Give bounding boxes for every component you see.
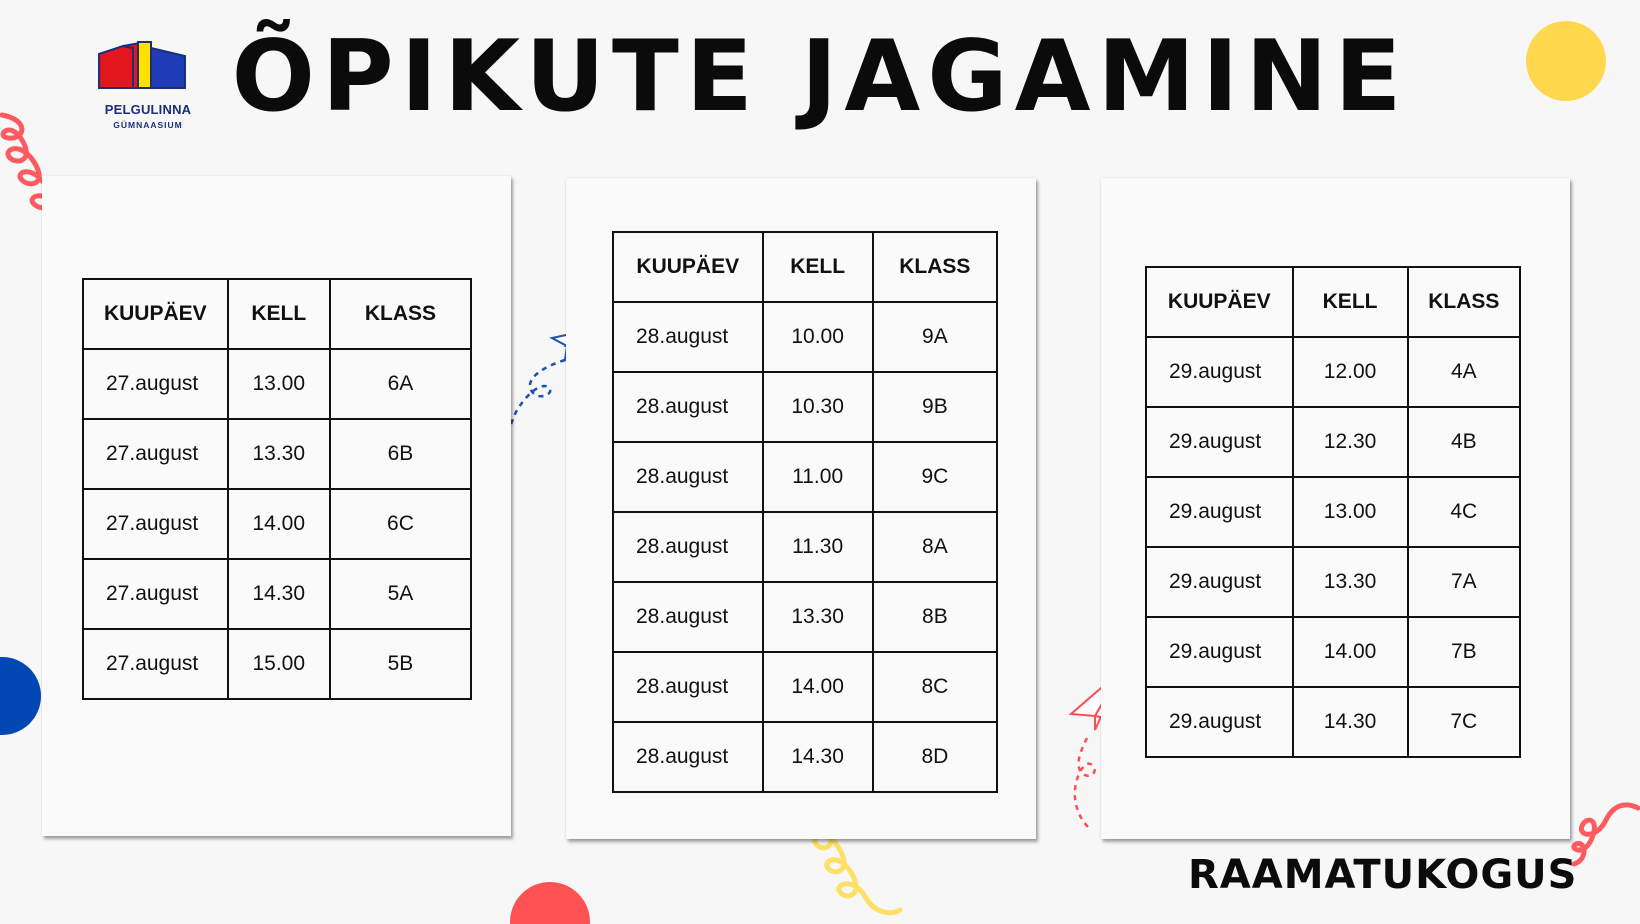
- cell-date: 28.august: [613, 582, 763, 652]
- schedule-table-3: [1145, 266, 1521, 758]
- cell-class: 7C: [1408, 687, 1520, 757]
- red-circle-decoration: [508, 880, 592, 924]
- table-row: [613, 652, 997, 722]
- cell-time: 14.30: [1293, 687, 1408, 757]
- header-time: KELL: [763, 232, 873, 302]
- cell-date: 28.august: [613, 302, 763, 372]
- cell-class: 6C: [330, 489, 471, 559]
- cell-date: 28.august: [613, 442, 763, 512]
- cell-class: 6B: [330, 419, 471, 489]
- table-row: [1146, 477, 1520, 547]
- cell-date: 29.august: [1146, 547, 1293, 617]
- footer-location: RAAMATUKOGUS: [1188, 852, 1578, 898]
- cell-class: 9C: [873, 442, 997, 512]
- header-class: KLASS: [1408, 267, 1520, 337]
- blue-circle-decoration: [0, 655, 42, 737]
- table-row: [613, 442, 997, 512]
- header-class: KLASS: [873, 232, 997, 302]
- header-time: KELL: [1293, 267, 1408, 337]
- cell-time: 10.00: [763, 302, 873, 372]
- logo-subtitle: GÜMNAASIUM: [113, 120, 183, 130]
- cell-time: 13.30: [228, 419, 330, 489]
- cell-date: 28.august: [613, 512, 763, 582]
- schedule-table-2: [612, 231, 998, 793]
- table-row: [1146, 407, 1520, 477]
- cell-date: 29.august: [1146, 477, 1293, 547]
- cell-date: 27.august: [83, 559, 228, 629]
- table-row: [613, 512, 997, 582]
- cell-time: 14.00: [1293, 617, 1408, 687]
- cell-date: 28.august: [613, 722, 763, 792]
- page-title: ÕPIKUTE JAGAMINE: [231, 20, 1409, 134]
- cell-class: 8D: [873, 722, 997, 792]
- header-time: KELL: [228, 279, 330, 349]
- cell-date: 28.august: [613, 652, 763, 722]
- cell-class: 4C: [1408, 477, 1520, 547]
- cell-date: 28.august: [613, 372, 763, 442]
- cell-class: 9A: [873, 302, 997, 372]
- header-class: KLASS: [330, 279, 471, 349]
- cell-time: 12.30: [1293, 407, 1408, 477]
- cell-time: 15.00: [228, 629, 330, 699]
- cell-date: 29.august: [1146, 407, 1293, 477]
- cell-class: 7B: [1408, 617, 1520, 687]
- cell-time: 13.00: [1293, 477, 1408, 547]
- table-row: [83, 629, 471, 699]
- cell-time: 14.30: [228, 559, 330, 629]
- cell-class: 6A: [330, 349, 471, 419]
- cell-time: 13.30: [763, 582, 873, 652]
- header-date: KUUPÄEV: [83, 279, 228, 349]
- table-row: [1146, 687, 1520, 757]
- cell-class: 5A: [330, 559, 471, 629]
- cell-class: 8C: [873, 652, 997, 722]
- table-row: [1146, 547, 1520, 617]
- table-row: [613, 582, 997, 652]
- cell-date: 29.august: [1146, 687, 1293, 757]
- table-row: [613, 302, 997, 372]
- school-logo: [96, 40, 200, 135]
- cell-class: 4A: [1408, 337, 1520, 407]
- cell-class: 9B: [873, 372, 997, 442]
- cell-time: 14.00: [763, 652, 873, 722]
- table-header-row: [1146, 267, 1520, 337]
- cell-class: 7A: [1408, 547, 1520, 617]
- cell-class: 5B: [330, 629, 471, 699]
- table-row: [613, 372, 997, 442]
- cell-date: 29.august: [1146, 617, 1293, 687]
- cell-class: 8B: [873, 582, 997, 652]
- cell-time: 11.30: [763, 512, 873, 582]
- cell-time: 14.30: [763, 722, 873, 792]
- table-row: [1146, 617, 1520, 687]
- table-row: [83, 489, 471, 559]
- cell-time: 10.30: [763, 372, 873, 442]
- header-date: KUUPÄEV: [1146, 267, 1293, 337]
- cell-time: 12.00: [1293, 337, 1408, 407]
- table-row: [1146, 337, 1520, 407]
- table-header-row: [83, 279, 471, 349]
- cell-time: 13.00: [228, 349, 330, 419]
- logo-building-icon: [96, 40, 200, 100]
- cell-time: 14.00: [228, 489, 330, 559]
- schedule-table-1: [82, 278, 472, 700]
- table-row: [613, 722, 997, 792]
- table-row: [83, 419, 471, 489]
- cell-class: 4B: [1408, 407, 1520, 477]
- cell-date: 27.august: [83, 419, 228, 489]
- cell-date: 27.august: [83, 349, 228, 419]
- yellow-circle-decoration: [1525, 20, 1607, 102]
- table-header-row: [613, 232, 997, 302]
- table-row: [83, 349, 471, 419]
- cell-date: 27.august: [83, 489, 228, 559]
- table-row: [83, 559, 471, 629]
- header-date: KUUPÄEV: [613, 232, 763, 302]
- cell-time: 11.00: [763, 442, 873, 512]
- cell-date: 27.august: [83, 629, 228, 699]
- cell-class: 8A: [873, 512, 997, 582]
- coral-squiggle-corner-decoration: [1568, 800, 1640, 870]
- cell-time: 13.30: [1293, 547, 1408, 617]
- cell-date: 29.august: [1146, 337, 1293, 407]
- logo-name: PELGULINNA: [104, 102, 192, 117]
